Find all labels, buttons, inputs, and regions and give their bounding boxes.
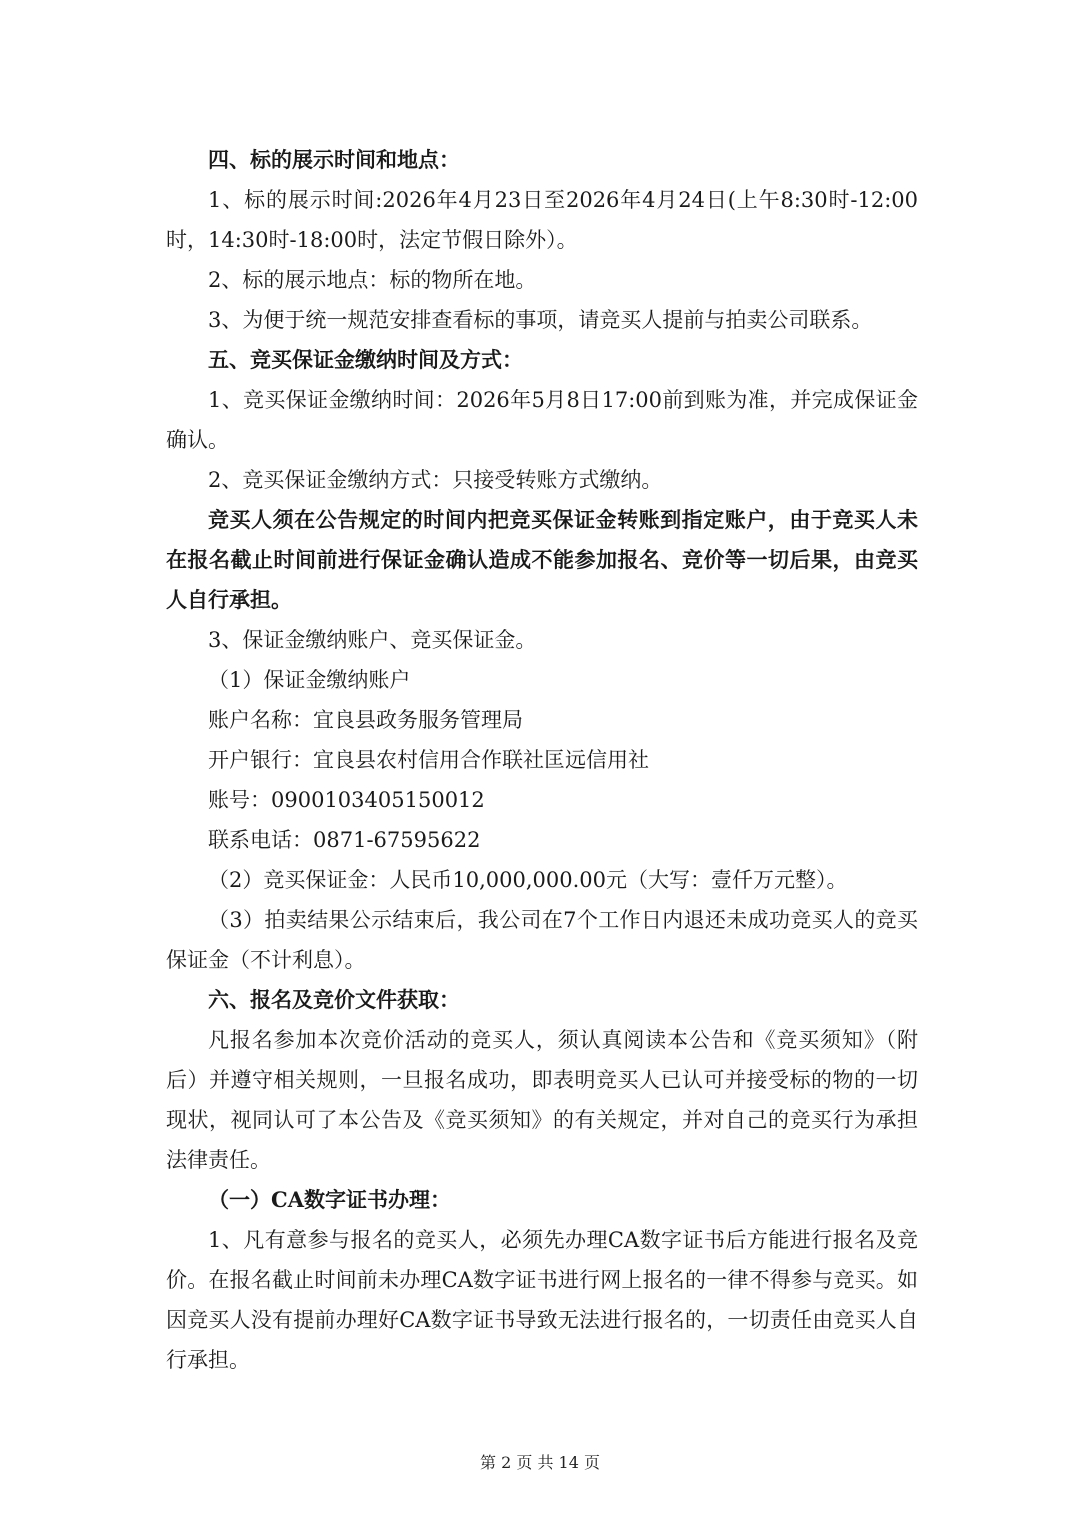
paragraph-exhibition-time: 1、标的展示时间:2026年4月23日至2026年4月24日(上午8:30时-12:00时，14:30时-18:00时，法定节假日除外）。 xyxy=(166,188,918,252)
paragraph-ca-certificate: 1、凡有意参与报名的竞买人，必须先办理CA数字证书后方能进行报名及竞价。在报名截止时间前未办理CA数字证书进行网上报名的一律不得参与竞买。如因竞买人没有提前办理好CA数字证书导致无法进行报名的，一切责任由竞买人自行承担。 xyxy=(166,1228,918,1372)
account-bank: 开户银行：宜良县农村信用合作联社匡远信用社 xyxy=(208,748,649,772)
contact-phone: 联系电话：0871-67595622 xyxy=(208,828,481,852)
paragraph-deposit-method: 2、竞买保证金缴纳方式：只接受转账方式缴纳。 xyxy=(208,468,663,492)
account-number: 账号：0900103405150012 xyxy=(208,788,485,812)
paragraph-deposit-warning: 竞买人须在公告规定的时间内把竞买保证金转账到指定账户，由于竞买人未在报名截止时间前进行保证金确认造成不能参加报名、竞价等一切后果，由竞买人自行承担。 xyxy=(166,507,918,612)
section-heading-deposit: 五、竞买保证金缴纳时间及方式： xyxy=(208,347,523,372)
account-name: 账户名称：宜良县政务服务管理局 xyxy=(208,708,523,732)
paragraph-deposit-account-heading: （1）保证金缴纳账户 xyxy=(208,668,411,692)
paragraph-viewing-arrangement: 3、为便于统一规范安排查看标的事项，请竞买人提前与拍卖公司联系。 xyxy=(208,308,873,332)
document-body xyxy=(166,140,918,1380)
section-heading-exhibition: 四、标的展示时间和地点： xyxy=(208,147,460,172)
subsection-heading-ca-certificate: （一）CA数字证书办理： xyxy=(208,1187,452,1212)
page-number-footer: 第 2 页 共 14 页 xyxy=(480,1453,600,1472)
paragraph-registration-rules: 凡报名参加本次竞价活动的竞买人，须认真阅读本公告和《竞买须知》（附后）并遵守相关规则，一旦报名成功，即表明竞买人已认可并接受标的物的一切现状，视同认可了本公告及《竞买须知》的有关规定，并对自己的竞买行为承担法律责任。 xyxy=(166,1028,918,1172)
paragraph-exhibition-location: 2、标的展示地点：标的物所在地。 xyxy=(208,268,537,292)
paragraph-deposit-account-intro: 3、保证金缴纳账户、竞买保证金。 xyxy=(208,628,537,652)
deposit-refund: （3）拍卖结果公示结束后，我公司在7个工作日内退还未成功竞买人的竞买保证金（不计利息）。 xyxy=(166,908,918,972)
paragraph-deposit-time: 1、竞买保证金缴纳时间：2026年5月8日17:00前到账为准，并完成保证金确认。 xyxy=(166,388,918,452)
section-heading-registration: 六、报名及竞价文件获取： xyxy=(208,987,460,1012)
deposit-amount: （2）竞买保证金：人民币10,000,000.00元（大写：壹仟万元整）。 xyxy=(208,868,848,892)
